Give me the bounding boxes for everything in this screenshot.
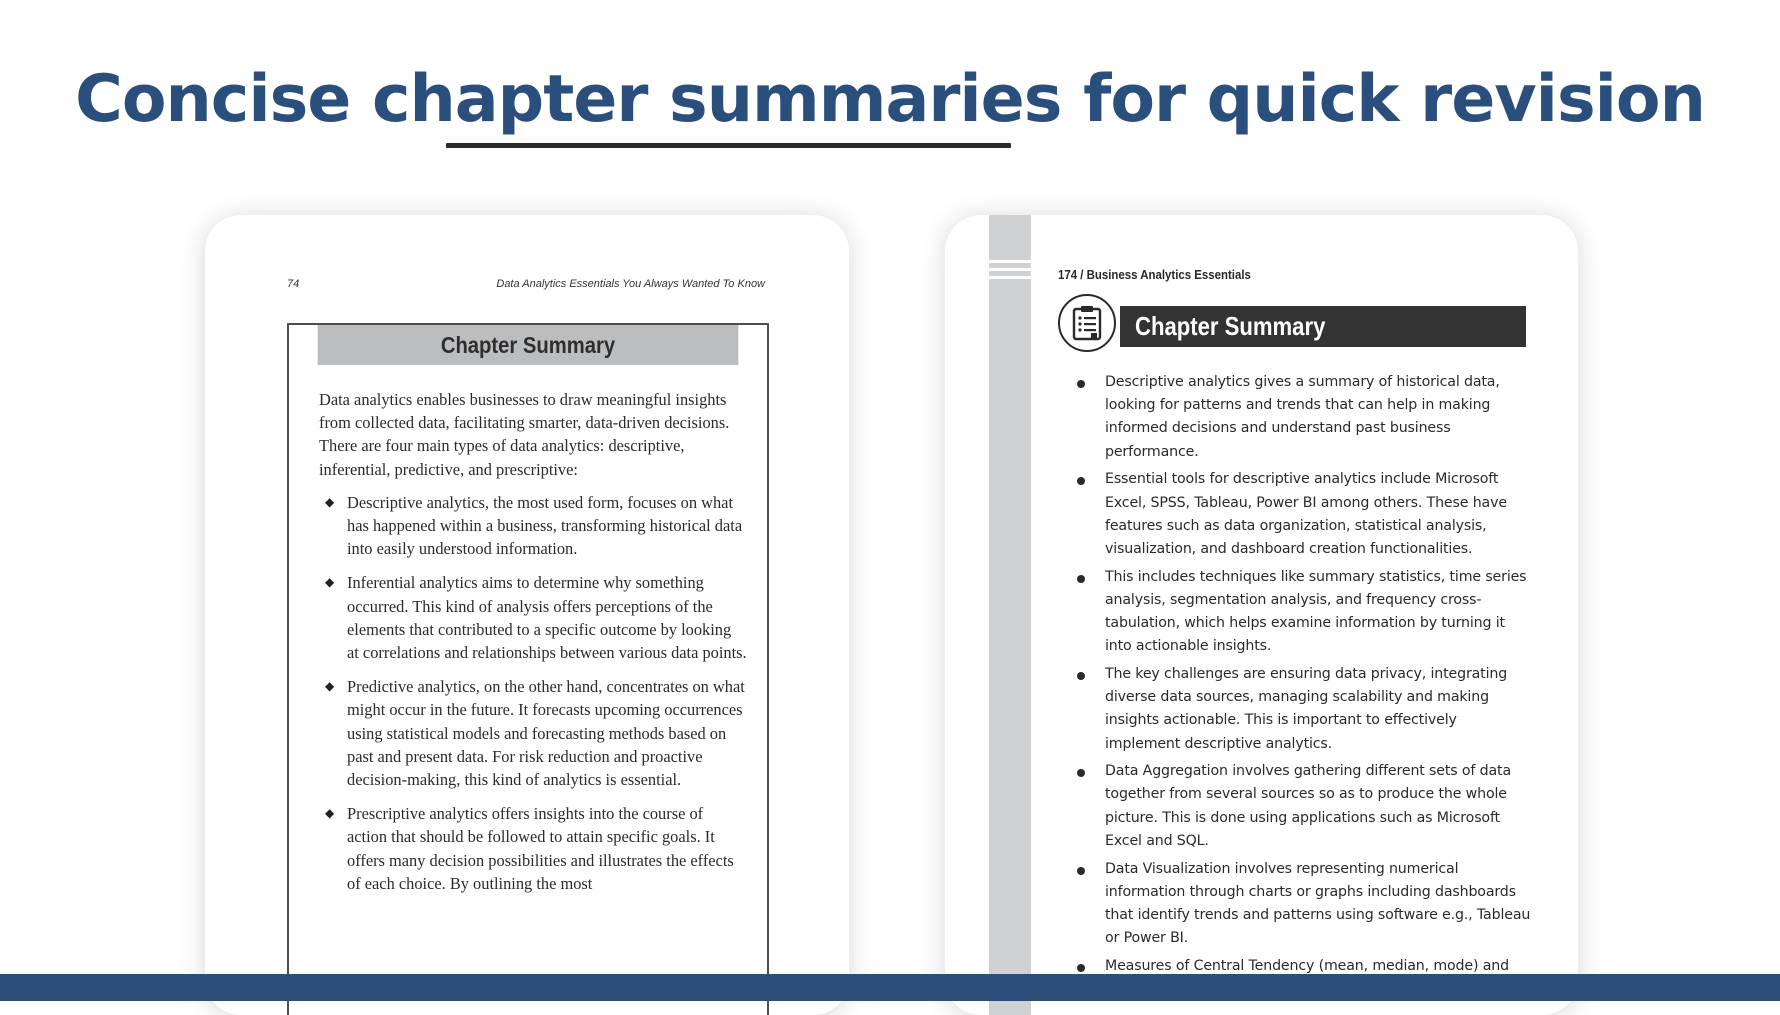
left-page-number: 74	[287, 278, 300, 290]
right-bullet-item	[1105, 468, 1535, 561]
left-summary-intro: Data analytics enables businesses to draw meaningful insights from collected data, facilitating smarter, data-driven decisions. There are four main types of data analytics: descriptive, inferential, predictive, and prescriptive:	[319, 390, 730, 479]
dot-bullet-icon	[1077, 575, 1085, 583]
right-bullet-text: Data Aggregation involves gathering different sets of data together from several sources so as to produce the whole picture. This is done using applications such as Microsoft Excel and SQL.	[1105, 763, 1511, 849]
left-page-header	[287, 278, 765, 294]
clipboard-list-icon	[1058, 294, 1116, 352]
dot-bullet-icon	[1077, 964, 1085, 972]
right-bullet-item	[1105, 760, 1535, 853]
left-summary-box	[287, 323, 769, 1015]
left-book-page	[205, 215, 849, 1015]
right-bullet-text: Data Visualization involves representing numerical information through charts or graphs including dashboards that identify trends and patterns using software e.g., Tableau or Power BI.	[1105, 860, 1531, 947]
page-edge-strip	[989, 215, 1031, 1015]
diamond-bullet-icon: ◆	[325, 575, 335, 590]
left-bullet-item	[325, 491, 747, 561]
right-bullet-item	[1105, 663, 1535, 756]
left-summary-title: Chapter Summary	[318, 325, 739, 365]
left-bullet-item	[325, 802, 747, 895]
dot-bullet-icon	[1077, 867, 1085, 875]
right-bullet-text: Descriptive analytics gives a summary of historical data, looking for patterns and trends that can help in making informed decisions and understand past business performance.	[1105, 374, 1500, 460]
left-bullet-text: Inferential analytics aims to determine why something occurred. This kind of analysis offers perceptions of the elements that contributed to a specific outcome by looking at correlations and relationships between various data points.	[347, 573, 747, 663]
left-bullet-item	[325, 675, 747, 791]
strip-line	[989, 260, 1031, 263]
right-bullet-text: This includes techniques like summary statistics, time series analysis, segmentation analysis, and frequency cross-tabulation, which helps examine information by turning it into actionable insights.	[1105, 568, 1527, 655]
dot-bullet-icon	[1077, 380, 1085, 388]
right-bullet-item	[1105, 858, 1535, 951]
left-book-title: Data Analytics Essentials You Always Wanted To Know	[496, 278, 765, 290]
diamond-bullet-icon: ◆	[325, 679, 335, 694]
right-bullet-item	[1105, 371, 1535, 464]
dot-bullet-icon	[1077, 769, 1085, 777]
right-bullet-text: Measures of Central Tendency (mean, median, mode) and	[1105, 957, 1509, 974]
dot-bullet-icon	[1077, 477, 1085, 485]
strip-line	[989, 276, 1031, 279]
right-bullet-item	[1105, 566, 1535, 659]
bottom-footer-bar	[0, 974, 1780, 1001]
strip-line	[989, 268, 1031, 271]
right-page-header: 174 / Business Analytics Essentials	[1058, 267, 1251, 282]
right-bullet-text: Essential tools for descriptive analytics include Microsoft Excel, SPSS, Tableau, Power BI among others. These have features such as data organization, statistical analysis, visualization, and dashboard creation functionalities.	[1105, 471, 1507, 557]
page-headline: Concise chapter summaries for quick revision	[75, 62, 1705, 137]
right-bullet-text: The key challenges are ensuring data privacy, integrating diverse data sources, managing scalability and making insights actionable. This is important to effectively implement descriptive analytics.	[1105, 665, 1508, 752]
diamond-bullet-icon: ◆	[325, 806, 335, 821]
right-book-page	[945, 215, 1578, 1015]
diamond-bullet-icon: ◆	[325, 494, 335, 509]
dot-bullet-icon	[1077, 672, 1085, 680]
right-summary-title: Chapter Summary	[1135, 311, 1326, 341]
left-bullet-text: Predictive analytics, on the other hand, concentrates on what might occur in the future. It forecasts upcoming occurrences using statistical models and forecasting methods based on past and present data. For risk reduction and proactive decision-making, this kind of analytics is essential.	[347, 677, 745, 790]
left-bullet-text: Descriptive analytics, the most used form, focuses on what has happened within a business, transforming historical data into easily understood information.	[347, 492, 743, 559]
left-bullet-item	[325, 571, 747, 664]
left-bullet-list	[289, 491, 767, 895]
right-bullet-list	[1105, 371, 1535, 1006]
headline-underline	[446, 143, 1011, 148]
left-bullet-text: Prescriptive analytics offers insights into the course of action that should be followed to attain specific goals. It offers many decision possibilities and illustrates the effects of each choice. By outlining the most	[347, 804, 734, 893]
